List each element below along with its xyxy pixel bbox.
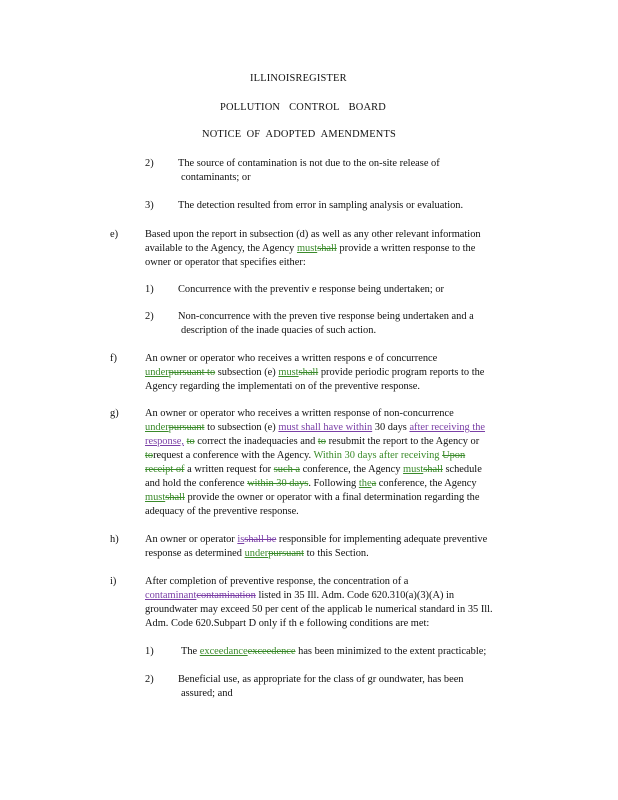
deleted-text: receipt of — [145, 464, 185, 475]
inserted-text: after receiving the — [409, 422, 486, 433]
deleted-text: pursuant to — [168, 367, 216, 378]
text-run: . Following — [308, 478, 357, 489]
register-title: ILLINOISREGISTER — [250, 73, 347, 84]
notice-title — [202, 128, 396, 141]
deleted-text: a — [371, 478, 377, 489]
text-run: conference, the Agency — [302, 464, 401, 475]
text-run: to subsection (e) — [207, 422, 276, 433]
inserted-text: under — [244, 548, 269, 559]
inserted-text: is — [237, 534, 245, 545]
paragraph-text: An owner or operator who receives a written respons e of concurrence — [145, 353, 438, 364]
inserted-text: response, — [145, 436, 184, 447]
paragraph-text — [145, 547, 369, 560]
paragraph-label: f) — [110, 353, 117, 364]
text-run: request a conference with the Agency. — [153, 450, 312, 461]
paragraph-text — [145, 477, 477, 490]
inserted-text: must shall have within — [278, 422, 373, 433]
inserted-text: Within 30 days after receiving — [313, 450, 440, 461]
notice-word: AMENDMENTS — [320, 129, 396, 140]
item-label: 3) — [145, 200, 154, 211]
paragraph-label: g) — [110, 408, 119, 419]
board-title — [220, 101, 386, 114]
inserted-text: must — [296, 243, 318, 254]
item-text: The detection resulted from error in sampling analysis or evaluation. — [178, 200, 464, 211]
text-run: An owner or operator — [145, 534, 235, 545]
paragraph-text — [145, 449, 465, 462]
notice-word: ADOPTED — [265, 129, 316, 140]
item-label: 2) — [145, 674, 154, 685]
item-text — [181, 645, 486, 658]
paragraph-text: After completion of preventive response, the concentration of a — [145, 576, 409, 587]
item-label: 1) — [145, 284, 154, 295]
text-run: response as determined — [145, 548, 242, 559]
deleted-text: to — [145, 450, 154, 461]
text-run: schedule — [445, 464, 482, 475]
inserted-text: under — [145, 422, 169, 433]
board-word: BOARD — [348, 102, 386, 113]
board-word: CONTROL — [289, 102, 340, 113]
item-text: Non-concurrence with the preven tive response being undertaken and a — [178, 311, 474, 322]
text-run: 30 days — [374, 422, 407, 433]
notice-word: NOTICE — [202, 129, 242, 140]
paragraph-text: Adm. Code 620.Subpart D only if th e following conditions are met: — [145, 618, 430, 629]
paragraph-text — [145, 242, 475, 255]
text-run: responsible for implementing adequate preventive — [278, 534, 488, 545]
deleted-text: to — [317, 436, 326, 447]
inserted-text: exceedance — [199, 646, 248, 657]
item-text: assured; and — [181, 688, 233, 699]
item-text: Beneficial use, as appropriate for the class of gr oundwater, has been — [178, 674, 464, 685]
item-text: The source of contamination is not due to the on-site release of — [178, 158, 440, 169]
paragraph-text: adequacy of the preventive response. — [145, 506, 299, 517]
item-label: 2) — [145, 158, 154, 169]
inserted-text: must — [278, 367, 299, 378]
paragraph-label: i) — [110, 576, 117, 587]
paragraph-text: Agency regarding the implementati on of the preventive response. — [145, 381, 420, 392]
text-run: provide the owner or operator with a final determination regarding the — [187, 492, 480, 503]
text-run: correct the inadequacies and — [197, 436, 316, 447]
deleted-text: to — [186, 436, 195, 447]
text-run: conference, the Agency — [378, 478, 477, 489]
paragraph-text — [145, 589, 454, 602]
deleted-text: shall — [423, 464, 443, 475]
deleted-text: shall be — [244, 534, 277, 545]
item-text: description of the inade quacies of such action. — [181, 325, 377, 336]
board-word: POLLUTION — [220, 102, 281, 113]
paragraph-text — [145, 533, 487, 546]
item-label: 2) — [145, 311, 154, 322]
inserted-text: contaminant — [145, 590, 197, 601]
inserted-text: under — [145, 367, 169, 378]
deleted-text: pursuant — [268, 548, 305, 559]
paragraph-text — [145, 463, 482, 476]
paragraph-label: e) — [110, 229, 119, 240]
text-run: subsection (e) — [217, 367, 276, 378]
text-run: resubmit the report to the Agency or — [328, 436, 480, 447]
text-run: listed in 35 Ill. Adm. Code 620.310(a)(3)(A) in — [258, 590, 455, 601]
deleted-text: exceedence — [247, 646, 296, 657]
deleted-text: shall — [298, 367, 319, 378]
deleted-text: within 30 days — [247, 478, 309, 489]
paragraph-text — [145, 421, 485, 434]
item-text: contaminants; or — [181, 172, 251, 183]
deleted-text: Upon — [442, 450, 466, 461]
deleted-text: pursuant — [168, 422, 205, 433]
text-run: provide a written response to the — [339, 243, 476, 254]
text-run: has been minimized to the extent practicable; — [298, 646, 487, 657]
notice-word: OF — [246, 129, 261, 140]
paragraph-text: owner or operator that specifies either: — [145, 257, 306, 268]
inserted-text: must — [145, 492, 166, 503]
paragraph-label: h) — [110, 534, 119, 545]
deleted-text: shall — [165, 492, 185, 503]
deleted-text: contamination — [196, 590, 256, 601]
deleted-text: such a — [273, 464, 300, 475]
paragraph-text — [145, 366, 484, 379]
inserted-text: must — [403, 464, 424, 475]
text-run: available to the Agency, the Agency — [145, 243, 295, 254]
paragraph-text: groundwater may exceed 50 per cent of the applicab le numerical standard in 35 Ill. — [145, 604, 493, 615]
text-run: provide periodic program reports to the — [320, 367, 485, 378]
text-run: and hold the conference — [145, 478, 245, 489]
item-text: Concurrence with the preventiv e response being undertaken; or — [178, 284, 445, 295]
paragraph-text — [145, 491, 479, 504]
text-run: The — [181, 646, 198, 657]
text-run: to this Section. — [306, 548, 369, 559]
deleted-text: shall — [317, 243, 337, 254]
paragraph-text: Based upon the report in subsection (d) as well as any other relevant information — [145, 229, 481, 240]
paragraph-text: An owner or operator who receives a written response of non-concurrence — [145, 408, 454, 419]
inserted-text: the — [358, 478, 372, 489]
item-label: 1) — [145, 646, 154, 657]
paragraph-text — [145, 435, 479, 448]
text-run: a written request for — [187, 464, 272, 475]
